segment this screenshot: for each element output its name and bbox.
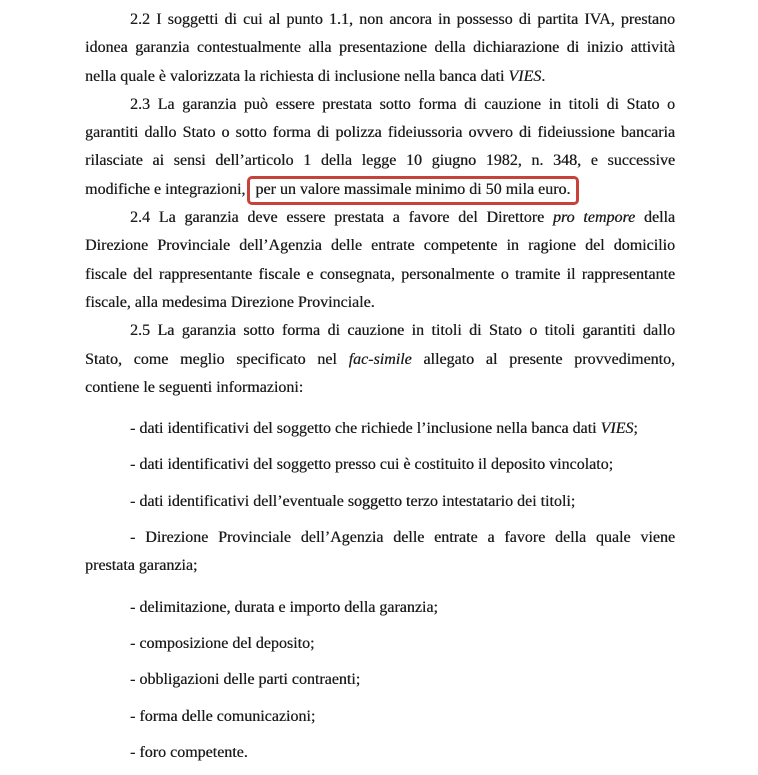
text-line	[85, 176, 675, 204]
text-line	[85, 524, 675, 552]
text-run: fiscale, alla medesima Direzione Provinciale.	[85, 293, 375, 311]
list-item-3	[85, 488, 675, 516]
text-run: della	[635, 209, 676, 227]
text-run: - composizione del deposito;	[130, 634, 315, 652]
text-run: prestata garanzia;	[85, 557, 198, 575]
text-run: - dati identificativi del soggetto presso cui è costituito il deposito vincolato;	[130, 456, 614, 474]
text-line	[85, 552, 675, 580]
text-line	[85, 415, 675, 443]
list-item-2	[85, 451, 675, 479]
text-line	[85, 232, 675, 260]
document-text	[85, 6, 675, 767]
text-run: garantiti dallo Stato o sotto forma di polizza fideiussoria ovvero di fideiussione bancaria	[85, 124, 675, 142]
text-run: allegato al presente provvedimento,	[411, 350, 676, 368]
text-line	[85, 346, 675, 374]
list-item-4	[85, 524, 675, 581]
text-line	[85, 594, 675, 622]
text-run: 2.3 La garanzia può essere prestata sotto forma di cauzione in titoli di Stato o	[130, 95, 675, 113]
text-run: - obbligazioni delle parti contraenti;	[130, 671, 361, 689]
text-line	[85, 703, 675, 731]
text-line	[85, 451, 675, 479]
text-line	[85, 289, 675, 317]
italic-text: VIES	[508, 67, 542, 85]
text-line	[85, 63, 675, 91]
text-line	[85, 374, 675, 402]
text-run: Stato, come meglio specificato nel	[85, 350, 349, 368]
text-line	[85, 488, 675, 516]
text-run: contiene le seguenti informazioni:	[85, 378, 304, 396]
list-item-1	[85, 415, 675, 443]
text-line	[85, 147, 675, 175]
text-run: nella quale è valorizzata la richiesta di inclusione nella banca dati	[85, 67, 509, 85]
italic-text: VIES	[600, 420, 634, 438]
text-line	[85, 34, 675, 62]
text-run: Direzione Provinciale dell’Agenzia delle entrate competente in ragione del domicilio	[85, 237, 675, 255]
paragraph-2-3	[85, 91, 675, 204]
red-highlight-box: per un valore massimale minimo di 50 mila euro.	[247, 176, 579, 205]
text-run: - foro competente.	[130, 743, 248, 761]
text-run: - forma delle comunicazioni;	[130, 707, 316, 725]
text-line	[85, 6, 675, 34]
italic-text: fac-simile	[348, 350, 412, 368]
text-line	[85, 317, 675, 345]
text-line	[85, 739, 675, 767]
paragraph-2-4	[85, 204, 675, 317]
text-run: ;	[633, 420, 638, 438]
list-item-7	[85, 666, 675, 694]
list-item-5	[85, 594, 675, 622]
text-run: modifiche e integrazioni,	[85, 180, 250, 198]
list-item-9	[85, 739, 675, 767]
text-run: - delimitazione, durata e importo della garanzia;	[130, 598, 438, 616]
text-line	[85, 666, 675, 694]
text-line	[85, 204, 675, 232]
text-run: 2.2 I soggetti di cui al punto 1.1, non ancora in possesso di partita IVA, prestano	[130, 11, 675, 28]
text-run: 2.4 La garanzia deve essere prestata a favore del Direttore	[130, 209, 553, 227]
list-item-8	[85, 703, 675, 731]
paragraph-2-5	[85, 317, 675, 402]
text-run: 2.5 La garanzia sotto forma di cauzione in titoli di Stato o titoli garantiti dallo	[130, 322, 675, 340]
text-line	[85, 630, 675, 658]
text-line	[85, 261, 675, 289]
text-run: - Direzione Provinciale dell’Agenzia delle entrate a favore della quale viene	[130, 529, 675, 547]
text-line	[85, 91, 675, 119]
text-run: - dati identificativi dell’eventuale soggetto terzo intestatario dei titoli;	[130, 492, 576, 510]
text-line	[85, 119, 675, 147]
italic-text: pro tempore	[552, 209, 636, 227]
list-item-6	[85, 630, 675, 658]
text-run: .	[541, 67, 546, 85]
paragraph-2-2	[85, 6, 675, 91]
text-run: idonea garanzia contestualmente alla presentazione della dichiarazione di inizio attività	[85, 39, 675, 57]
text-run: fiscale del rappresentante fiscale e consegnata, personalmente o tramite il rappresentante	[85, 265, 675, 283]
text-run: - dati identificativi del soggetto che richiede l’inclusione nella banca dati	[130, 420, 601, 438]
text-run: rilasciate ai sensi dell’articolo 1 della legge 10 giugno 1982, n. 348, e successive	[85, 152, 675, 170]
